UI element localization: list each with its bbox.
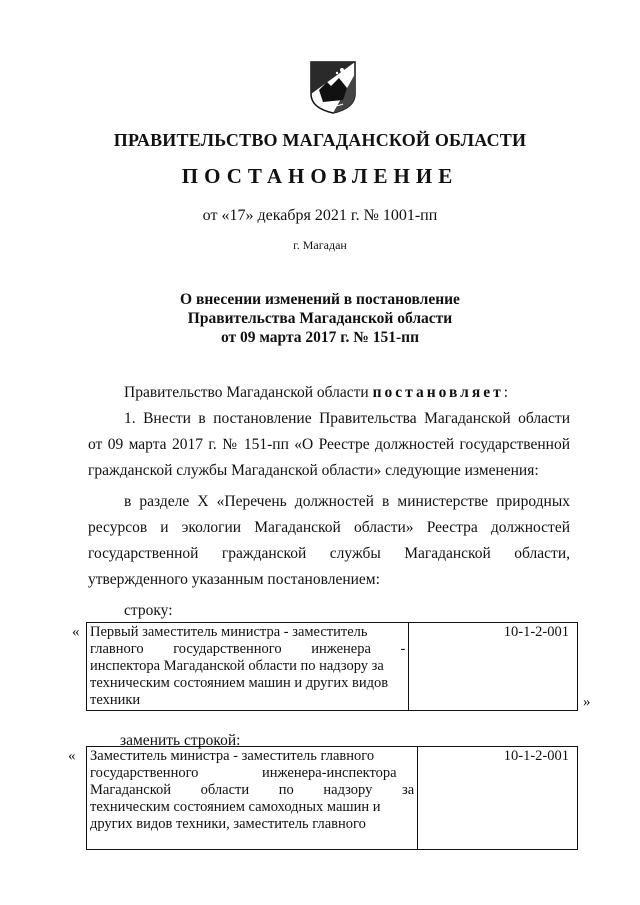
decree-word: постановляет xyxy=(372,384,504,401)
body-paragraphs xyxy=(88,380,570,593)
subject-line: О внесении изменений в постановление xyxy=(180,291,460,308)
old-row-table xyxy=(86,622,578,711)
paragraph-line: ресурсов и экологии Магаданской области» Реестра должностей xyxy=(88,519,570,536)
open-quote: « xyxy=(68,748,76,764)
cell-line: техники xyxy=(90,692,141,708)
cell-line: техническим состоянием самоходных машин и xyxy=(90,799,381,815)
cell-line: инспектора Магаданской области по надзору за xyxy=(90,658,384,674)
document-city: г. Магадан xyxy=(293,238,347,252)
paragraph-line: 1. Внести в постановление Правительства Магаданской области xyxy=(124,410,570,427)
position-name-cell xyxy=(87,747,418,850)
organization-title: ПРАВИТЕЛЬСТВО МАГАДАНСКОЙ ОБЛАСТИ xyxy=(113,130,527,150)
cell-line: Заместитель министра - заместитель главного xyxy=(90,748,375,764)
cell-line: Магаданской области по надзору за xyxy=(90,782,415,798)
subject-line: Правительства Магаданской области xyxy=(187,310,453,327)
paragraph-line: государственной гражданской службы Магаданской области, xyxy=(88,545,570,562)
cell-line: государственного инженера-инспектора xyxy=(90,765,397,781)
position-code-cell: 10-1-2-001 xyxy=(409,623,578,711)
document-date-number: от «17» декабря 2021 г. № 1001-пп xyxy=(202,207,438,224)
cell-line: техническим состоянием машин и других видов xyxy=(90,675,389,691)
paragraph-line: от 09 марта 2017 г. № 151-пп «О Реестре должностей государственной xyxy=(88,436,570,453)
table-row xyxy=(87,747,578,850)
document-subject xyxy=(0,290,640,347)
new-row-table xyxy=(86,746,578,850)
document-type: ПОСТАНОВЛЕНИЕ xyxy=(181,164,459,188)
subject-line: от 09 марта 2017 г. № 151-пп xyxy=(220,329,420,346)
decree-line xyxy=(88,380,570,406)
position-name-cell xyxy=(87,623,409,711)
row-label: строку: xyxy=(124,602,173,619)
paragraph-line: гражданской службы Магаданской области» следующие изменения: xyxy=(88,462,539,479)
cell-line: главного государственного инженера - xyxy=(90,641,406,657)
decree-suffix: : xyxy=(503,384,509,401)
table-row xyxy=(87,623,578,711)
paragraph-line: в разделе X «Перечень должностей в министерстве природных xyxy=(124,493,570,510)
position-code-cell: 10-1-2-001 xyxy=(418,747,578,850)
close-quote: » xyxy=(583,694,591,710)
cell-line: других видов техники, заместитель главного xyxy=(90,816,366,832)
replace-label: заменить строкой: xyxy=(120,732,241,749)
cell-line: Первый заместитель министра - заместитель xyxy=(90,624,368,640)
coat-of-arms-icon xyxy=(309,60,357,114)
paragraph-line: утвержденного указанным постановлением: xyxy=(88,571,380,588)
open-quote: « xyxy=(72,624,80,640)
decree-prefix: Правительство Магаданской области xyxy=(124,384,373,401)
